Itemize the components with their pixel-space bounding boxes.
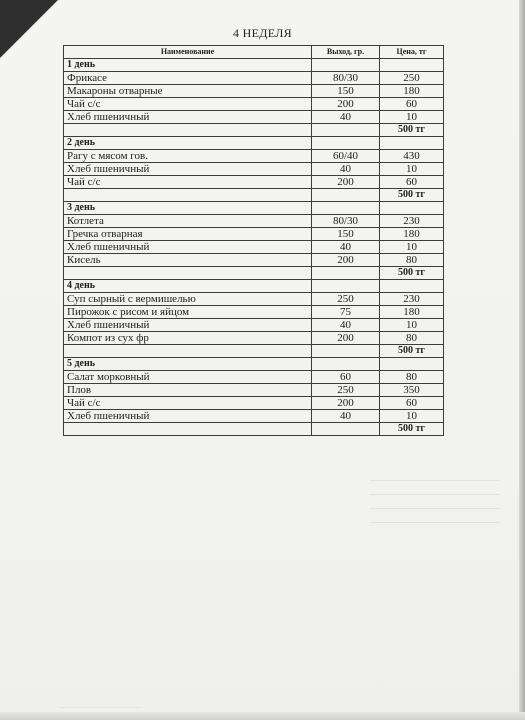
page-title: 4 НЕДЕЛЯ [233, 26, 292, 40]
dish-output: 40 [312, 111, 380, 124]
empty-cell [312, 59, 380, 72]
dish-price: 10 [380, 111, 444, 124]
empty-cell [312, 280, 380, 293]
table-row [64, 98, 444, 111]
dish-output: 250 [312, 293, 380, 306]
table-row [64, 384, 444, 397]
dish-price: 60 [380, 98, 444, 111]
dish-output: 200 [312, 176, 380, 189]
dish-name: Хлеб пшеничный [64, 163, 312, 176]
dish-name: Пирожок с рисом и яйцом [64, 306, 312, 319]
column-header-name: Наименование [64, 46, 312, 59]
dish-name: Фрикасе [64, 72, 312, 85]
day-total: 500 тг [380, 423, 444, 436]
dish-price: 10 [380, 410, 444, 423]
dish-name: Хлеб пшеничный [64, 241, 312, 254]
table-row [64, 215, 444, 228]
day-header-row [64, 358, 444, 371]
dish-price: 180 [380, 228, 444, 241]
day-header-row [64, 280, 444, 293]
dish-output: 40 [312, 241, 380, 254]
dish-name: Чай с/с [64, 98, 312, 111]
day-total: 500 тг [380, 124, 444, 137]
header-row [64, 46, 444, 59]
day-total-row [64, 189, 444, 202]
empty-cell [64, 267, 312, 280]
dish-price: 180 [380, 85, 444, 98]
dish-name: Гречка отварная [64, 228, 312, 241]
table-row [64, 111, 444, 124]
empty-cell [380, 59, 444, 72]
table-row [64, 241, 444, 254]
table-row [64, 306, 444, 319]
empty-cell [380, 358, 444, 371]
dish-output: 60 [312, 371, 380, 384]
dish-name: Рагу с мясом гов. [64, 150, 312, 163]
dish-name: Плов [64, 384, 312, 397]
empty-cell [64, 124, 312, 137]
empty-cell [64, 345, 312, 358]
dish-price: 10 [380, 319, 444, 332]
dish-price: 230 [380, 215, 444, 228]
dish-name: Чай с/с [64, 397, 312, 410]
page-edge-right [519, 0, 525, 720]
menu-table [63, 45, 444, 436]
dish-output: 200 [312, 254, 380, 267]
column-header-output: Выход, гр. [312, 46, 380, 59]
day-header-row [64, 202, 444, 215]
day-total-row [64, 345, 444, 358]
dish-name: Хлеб пшеничный [64, 319, 312, 332]
day-total-row [64, 124, 444, 137]
day-header-row [64, 137, 444, 150]
dish-price: 180 [380, 306, 444, 319]
dish-name: Хлеб пшеничный [64, 111, 312, 124]
dish-name: Суп сырный с вермишелью [64, 293, 312, 306]
table-row [64, 85, 444, 98]
column-header-price: Цена, тг [380, 46, 444, 59]
empty-cell [312, 124, 380, 137]
table-row [64, 319, 444, 332]
dish-output: 80/30 [312, 215, 380, 228]
menu-body [64, 59, 444, 436]
empty-cell [380, 202, 444, 215]
dish-price: 10 [380, 163, 444, 176]
dish-price: 80 [380, 332, 444, 345]
dish-price: 60 [380, 397, 444, 410]
dish-price: 80 [380, 254, 444, 267]
dish-name: Чай с/с [64, 176, 312, 189]
dish-output: 200 [312, 332, 380, 345]
dish-output: 250 [312, 384, 380, 397]
dish-name: Компот из сух фр [64, 332, 312, 345]
day-label: 3 день [64, 202, 312, 215]
table-row [64, 410, 444, 423]
empty-cell [380, 137, 444, 150]
day-label: 1 день [64, 59, 312, 72]
empty-cell [312, 202, 380, 215]
empty-cell [312, 137, 380, 150]
dish-price: 250 [380, 72, 444, 85]
dish-name: Кисель [64, 254, 312, 267]
table-row [64, 150, 444, 163]
dish-price: 80 [380, 371, 444, 384]
day-total: 500 тг [380, 267, 444, 280]
dish-output: 150 [312, 85, 380, 98]
empty-cell [312, 267, 380, 280]
empty-cell [64, 189, 312, 202]
empty-cell [380, 280, 444, 293]
day-total-row [64, 267, 444, 280]
dish-name: Хлеб пшеничный [64, 410, 312, 423]
dish-output: 75 [312, 306, 380, 319]
day-total-row [64, 423, 444, 436]
empty-cell [64, 423, 312, 436]
empty-cell [312, 189, 380, 202]
empty-cell [312, 358, 380, 371]
day-label: 4 день [64, 280, 312, 293]
day-total: 500 тг [380, 345, 444, 358]
dish-output: 40 [312, 410, 380, 423]
day-header-row [64, 59, 444, 72]
table-row [64, 72, 444, 85]
dish-name: Салат морковный [64, 371, 312, 384]
dish-output: 200 [312, 98, 380, 111]
day-total: 500 тг [380, 189, 444, 202]
table-row [64, 293, 444, 306]
empty-cell [312, 345, 380, 358]
table-row [64, 163, 444, 176]
dish-price: 350 [380, 384, 444, 397]
dish-output: 40 [312, 163, 380, 176]
dish-output: 40 [312, 319, 380, 332]
day-label: 5 день [64, 358, 312, 371]
pencil-mark [60, 695, 140, 708]
table-row [64, 228, 444, 241]
dish-price: 60 [380, 176, 444, 189]
dish-output: 200 [312, 397, 380, 410]
table-row [64, 332, 444, 345]
dish-output: 80/30 [312, 72, 380, 85]
dish-name: Макароны отварные [64, 85, 312, 98]
dish-name: Котлета [64, 215, 312, 228]
page-edge-bottom [0, 712, 525, 720]
empty-cell [312, 423, 380, 436]
dish-output: 150 [312, 228, 380, 241]
day-label: 2 день [64, 137, 312, 150]
dish-output: 60/40 [312, 150, 380, 163]
table-row [64, 371, 444, 384]
dish-price: 230 [380, 293, 444, 306]
table-row [64, 254, 444, 267]
table-row [64, 397, 444, 410]
bleed-through-shadow [370, 470, 500, 540]
table-row [64, 176, 444, 189]
dish-price: 10 [380, 241, 444, 254]
dish-price: 430 [380, 150, 444, 163]
